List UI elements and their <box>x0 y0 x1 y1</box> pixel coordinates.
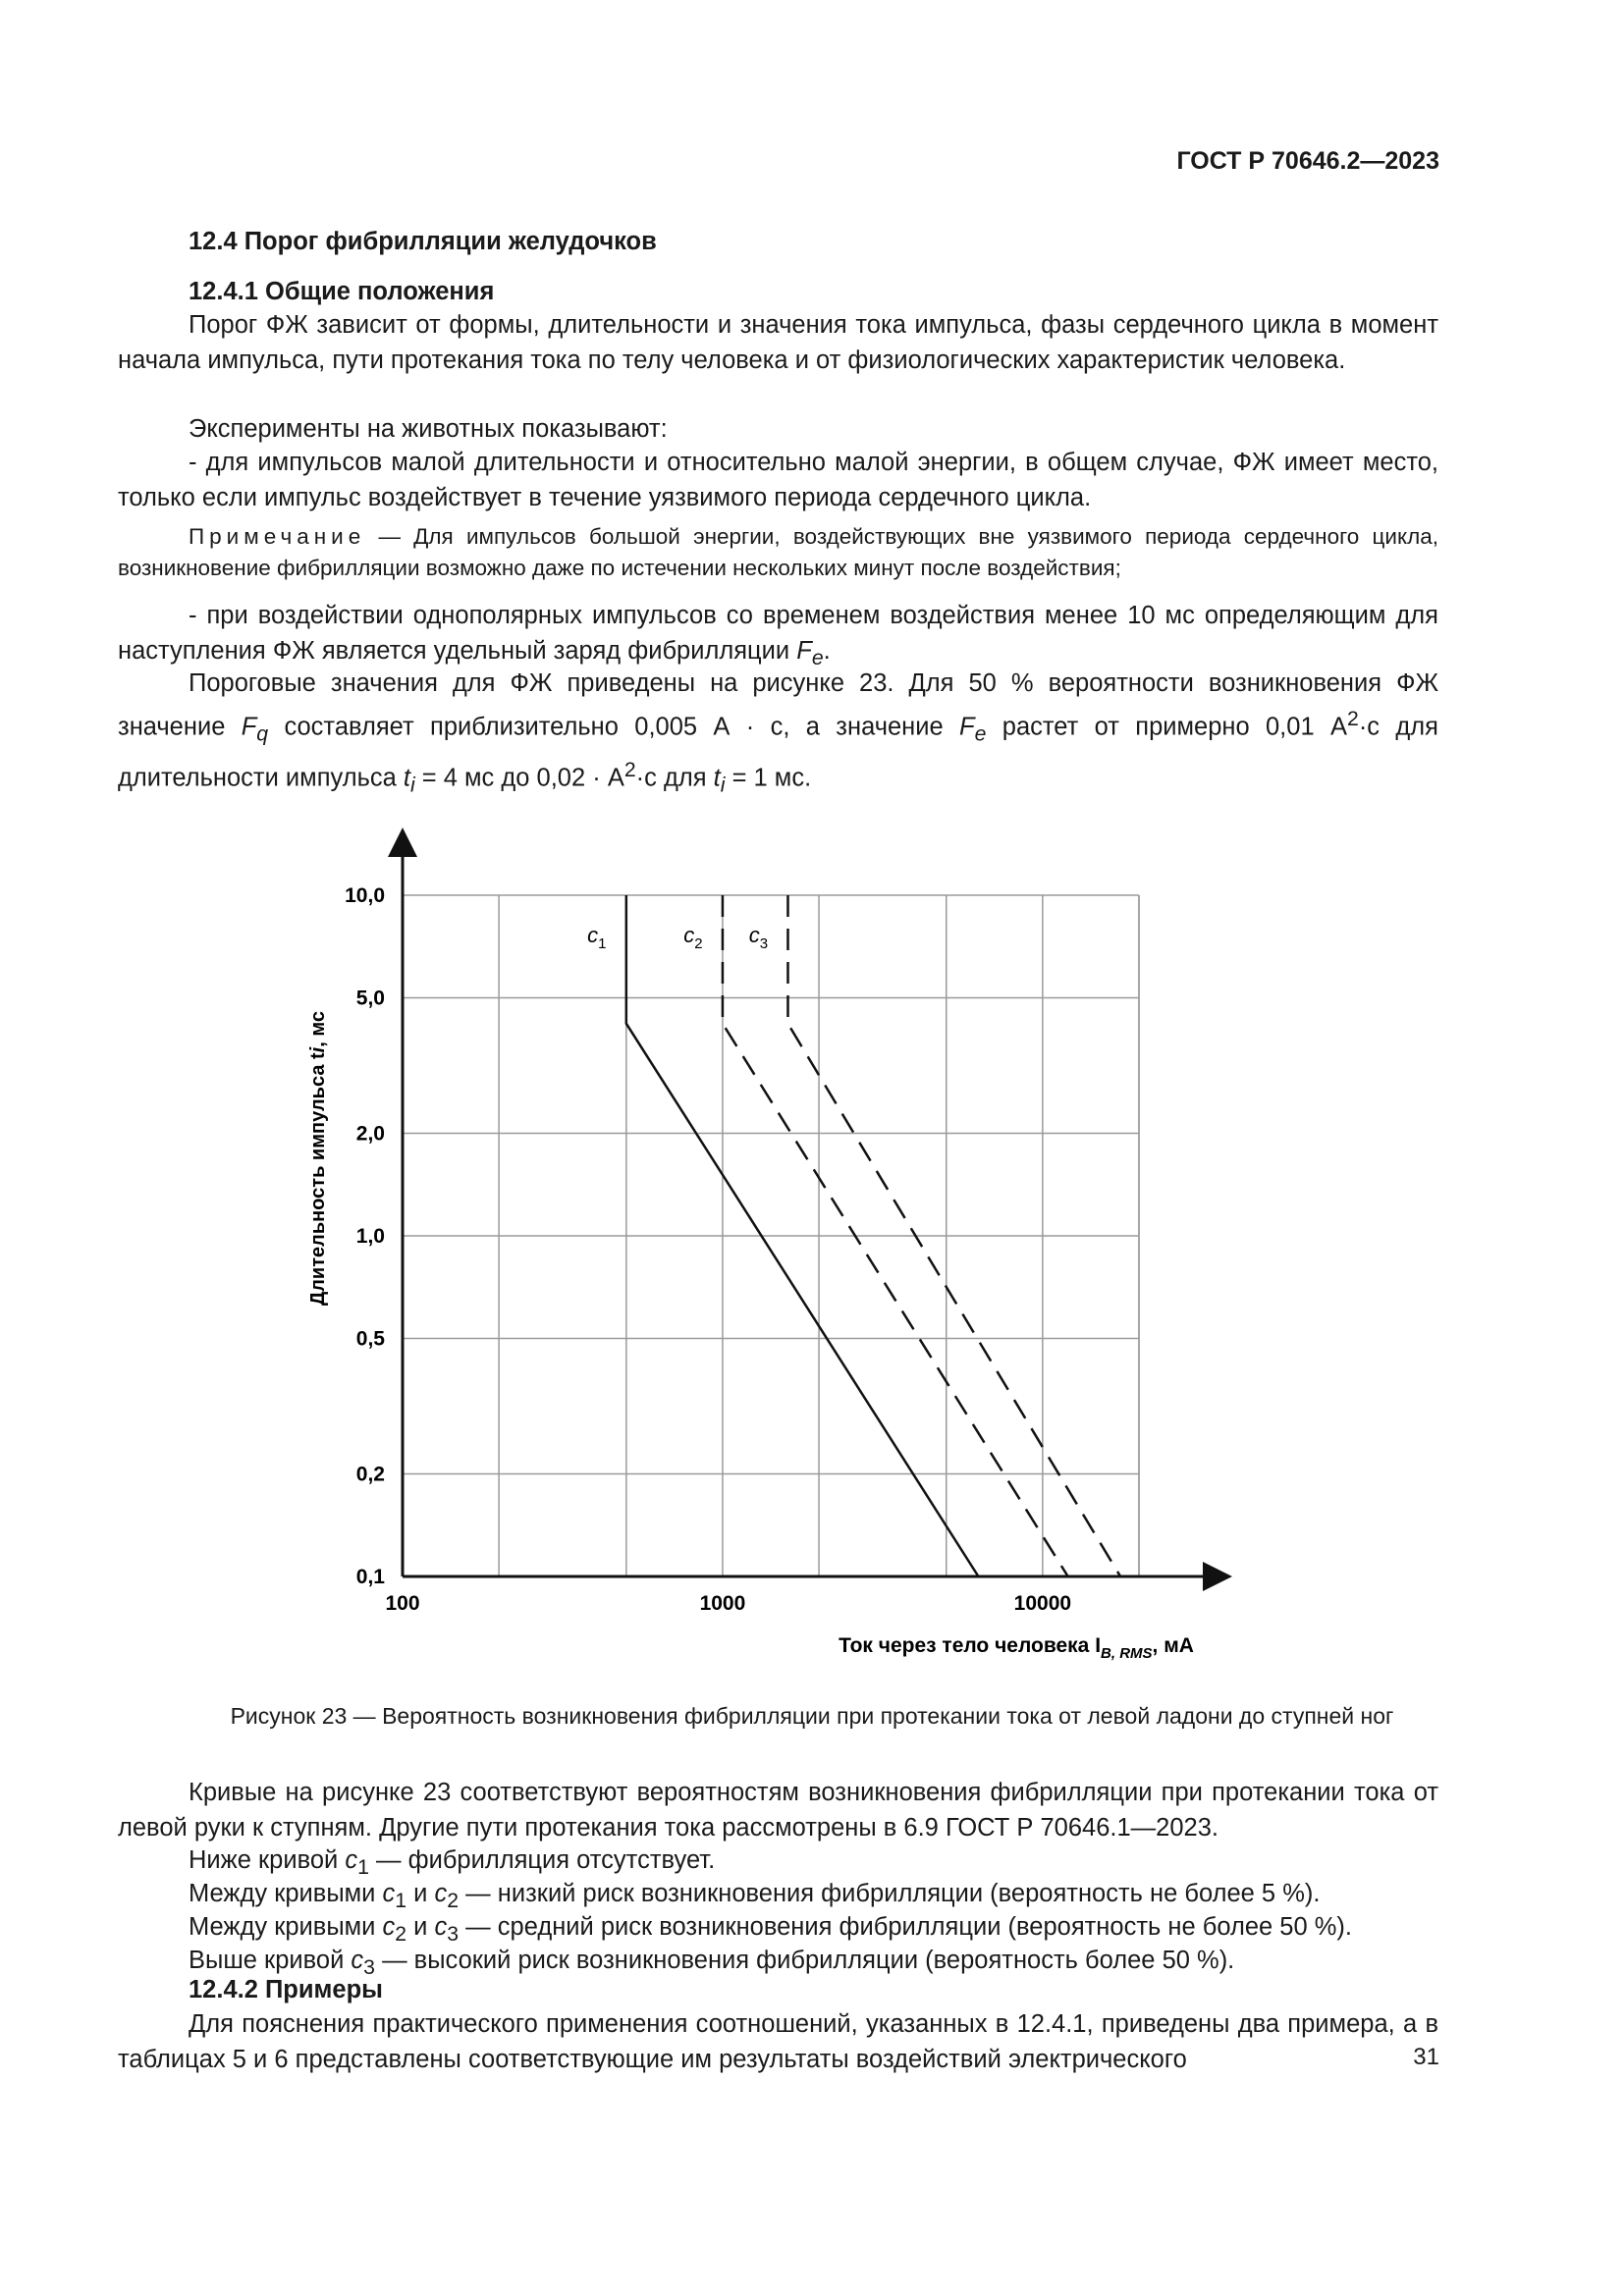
paragraph-threshold-values: Пороговые значения для ФЖ приведены на рисунке 23. Для 50 % вероятности возникновения ФЖ значение $F_q$ составляет приблизительно 0,005 А · с, а значение $F_e$ растет от примерно 0,01 $А^2\cdot с$ для длительности импульса $t_i = 4$ мс до $0,02 \cdot А^2\cdot с$ для $t_i = 1$ мс. <box>118 669 1438 797</box>
figure-caption: Рисунок 23 — Вероятность возникновения фибрилляции при протекании тока от левой ладони до ступней ног <box>230 1703 1394 1729</box>
curve-label-c3: $c_3$ <box>748 923 769 952</box>
x-axis-label: Ток через тело человека $I_{B, RMS}$, мА <box>839 1634 1194 1662</box>
paragraph-fv-threshold: Порог ФЖ зависит от формы, длительности и значения тока импульса, фазы сердечного цикла в момент начала импульса, пути протекания тока по телу человека и от физиологических характеристик человека. <box>118 311 1438 374</box>
curve-labels <box>587 923 768 952</box>
chart-grid <box>403 895 1139 1576</box>
y-tick-label: 0,1 <box>355 1566 385 1588</box>
section-title: 12.4 Порог фибрилляции желудочков <box>189 228 657 255</box>
chart-axes <box>403 842 1218 1576</box>
y-tick-label: 0,2 <box>355 1463 385 1486</box>
paragraph-examples: Для пояснения практического применения соотношений, указанных в 12.4.1, приведены два примера, а в таблицах 5 и 6 представлены соответствующие им результаты воздействий электрического <box>118 2010 1438 2073</box>
subsection-title-general: 12.4.1 Общие положения <box>189 278 495 305</box>
document-id: ГОСТ Р 70646.2—2023 <box>1176 147 1439 175</box>
paragraph-curves-description: Кривые на рисунке 23 соответствуют вероятностям возникновения фибрилляции при протекании тока от левой руки к ступням. Другие пути протекания тока рассмотрены в 6.9 ГОСТ Р 70646.1—2023. <box>118 1779 1438 1842</box>
subsection-title-examples: 12.4.2 Примеры <box>189 1976 383 2003</box>
x-tick-label: 10000 <box>1013 1592 1072 1615</box>
note-text: — Для импульсов большой энергии, воздействующих вне уязвимого периода сердечного цикла, возникновение фибрилляции возможно даже по истечении нескольких минут после воздействия; <box>118 524 1438 580</box>
line-between-c1-c2: Между кривыми $c_1$ и $c_2$ — низкий риск возникновения фибрилляции (вероятность не более 5 %). <box>189 1880 1321 1913</box>
paragraph-animal-experiments: Эксперименты на животных показывают: <box>189 415 668 443</box>
line-between-c2-c3: Между кривыми $c_2$ и $c_3$ — средний риск возникновения фибрилляции (вероятность не более 50 %). <box>189 1913 1352 1947</box>
y-tick-label: 2,0 <box>355 1122 385 1146</box>
y-tick-label: 5,0 <box>355 987 385 1010</box>
line-below-c1: Ниже кривой $c_1$ — фибрилляция отсутствует. <box>189 1846 716 1880</box>
curve-label-c1: $c_1$ <box>587 923 607 952</box>
line-above-c3: Выше кривой $c_3$ — высокий риск возникновения фибрилляции (вероятность более 50 %). <box>189 1947 1235 1980</box>
x-tick-label: 1000 <box>699 1592 746 1615</box>
y-axis-label: Длительность импульса ti, мс <box>307 1010 329 1307</box>
bullet-unipolar-impulses: - при воздействии однополярных импульсов со временем воздействия менее 10 мс определяющим для наступления ФЖ является удельный заряд фибрилляции $F_e$. <box>118 602 1438 670</box>
y-tick-label: 0,5 <box>355 1327 385 1351</box>
note-label: Примечание <box>189 524 366 549</box>
y-tick-label: 1,0 <box>355 1225 385 1248</box>
bullet-short-impulses: - для импульсов малой длительности и относительно малой энергии, в общем случае, ФЖ имеет место, только если импульс воздействует в течение уязвимого периода сердечного цикла. <box>118 449 1438 511</box>
tick-labels <box>345 884 1071 1615</box>
page-number: 31 <box>1413 2044 1439 2070</box>
curve-label-c2: $c_2$ <box>683 923 703 952</box>
y-tick-label: 10,0 <box>345 884 385 907</box>
x-tick-label: 100 <box>385 1592 420 1615</box>
